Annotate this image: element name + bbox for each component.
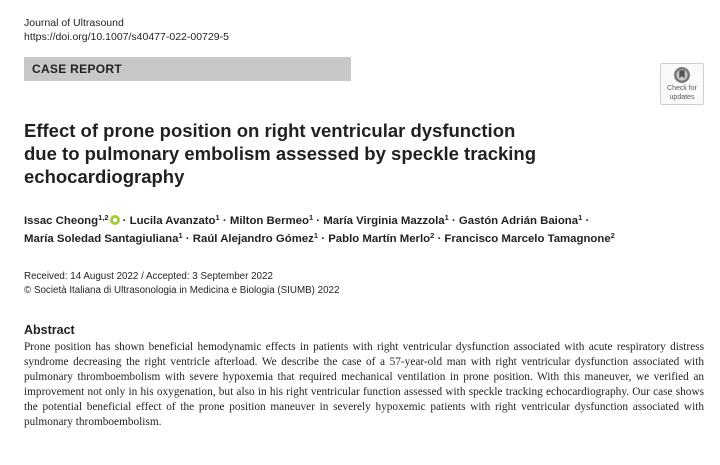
abstract-text: Prone position has shown beneficial hemodynamic effects in patients with right ventricular dysfunction associated with acute respiratory distress syndrome decreasing the right ventricle afterload. We describe the case of a 57-year-old man with right ventricular dysfunction associated with pulmonary thromboembolism with severe hypoxemia that required mechanical ventilation in prone position. With this maneuver, we verified an improvement not only in his oxygenation, but also in his right ventricular function assessed with speckle tracking echocardiography. Our case shows the potential beneficial effect of the prone position maneuver in severely hypoxemic patients with right ventricular dysfunction associated with pulmonary thromboembolism. <box>24 341 704 428</box>
author-separator: · <box>437 233 442 245</box>
received-accepted-dates: Received: 14 August 2022 / Accepted: 3 September 2022 <box>24 271 273 282</box>
author-affiliation: 1 <box>308 213 314 222</box>
author-separator: · <box>185 233 190 245</box>
check-for-updates-badge[interactable] <box>660 63 704 105</box>
author-affiliation: 2 <box>430 231 435 240</box>
author-list <box>24 212 714 248</box>
author-affiliation: 1 <box>215 213 220 222</box>
journal-name: Journal of Ultrasound <box>24 17 124 29</box>
section-banner <box>24 57 351 81</box>
author-separator: · <box>451 215 456 227</box>
author-name[interactable]: María Soledad Santagiuliana <box>24 233 179 245</box>
journal-header <box>24 16 229 44</box>
author-separator: · <box>585 215 590 227</box>
abstract-heading: Abstract <box>24 323 75 337</box>
author-line-1 <box>24 212 714 230</box>
author-line-2 <box>24 230 714 248</box>
author-name[interactable]: Raúl Alejandro Gómez <box>192 233 314 245</box>
title-line-3: echocardiography <box>24 166 185 187</box>
copyright-notice: © Società Italiana di Ultrasonologia in Medicina e Biologia (SIUMB) 2022 <box>24 285 340 296</box>
orcid-icon[interactable] <box>110 215 120 225</box>
author-separator: · <box>321 233 326 245</box>
author-affiliation: 1 <box>313 231 319 240</box>
author-name[interactable]: Issac Cheong <box>24 215 99 227</box>
doi-link[interactable]: https://doi.org/10.1007/s40477-022-00729-5 <box>24 31 229 43</box>
author-name[interactable]: Francisco Marcelo Tamagnone <box>444 233 611 245</box>
author-name[interactable]: Milton Bermeo <box>229 215 309 227</box>
badge-line-1: Check for <box>667 85 697 92</box>
author-affiliation: 2 <box>610 231 615 240</box>
publication-dates <box>24 270 339 298</box>
title-line-1: Effect of prone position on right ventricular dysfunction <box>24 120 516 141</box>
author-affiliation: 1 <box>444 213 449 222</box>
author-affiliation: 1,2 <box>98 213 109 222</box>
author-separator: · <box>222 215 227 227</box>
author-name[interactable]: Pablo Martín Merlo <box>328 233 431 245</box>
title-line-2: due to pulmonary embolism assessed by speckle tracking <box>24 143 537 164</box>
author-name[interactable]: María Virginia Mazzola <box>323 215 445 227</box>
author-separator: · <box>122 215 127 227</box>
author-affiliation: 1 <box>178 231 183 240</box>
author-separator: · <box>316 215 321 227</box>
section-label: CASE REPORT <box>32 62 122 76</box>
check-for-updates-icon <box>673 66 691 84</box>
author-name[interactable]: Gastón Adrián Baiona <box>458 215 579 227</box>
author-affiliation: 1 <box>578 213 583 222</box>
badge-line-2: updates <box>669 93 695 101</box>
author-name[interactable]: Lucila Avanzato <box>129 215 216 227</box>
article-title <box>24 119 584 188</box>
